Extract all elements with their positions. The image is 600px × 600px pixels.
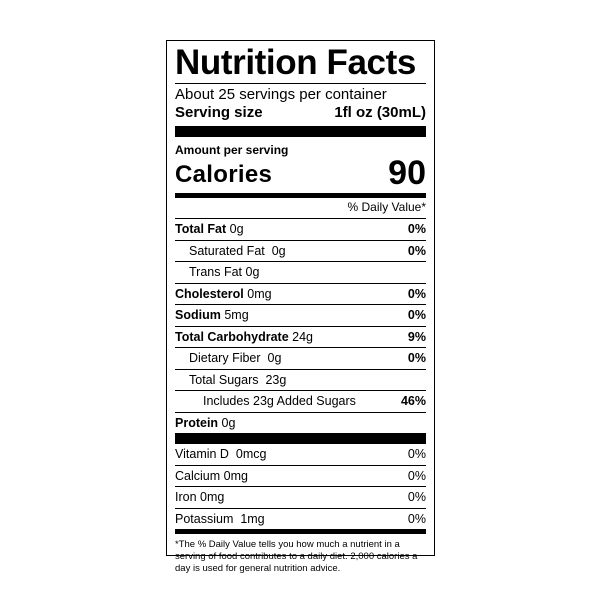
nutrient-row — [175, 283, 426, 305]
vitamin-name: Potassium — [175, 511, 234, 526]
vitamin-dv: 0% — [407, 468, 426, 483]
vitamin-name: Iron — [175, 490, 197, 505]
vitamin-row — [175, 444, 426, 465]
vitamin-dv: 0% — [407, 511, 426, 526]
vitamin-name: Vitamin D — [175, 447, 229, 462]
vitamin-row — [175, 486, 426, 508]
nutrient-row — [175, 261, 426, 283]
nutrient-amount: 24g — [292, 329, 314, 344]
nutrient-name: Sodium — [175, 308, 221, 323]
nutrient-row — [175, 218, 426, 240]
vitamin-row — [175, 508, 426, 530]
amount-per-serving: Amount per serving — [175, 143, 289, 157]
nutrient-name: Includes 23g Added Sugars — [203, 394, 356, 409]
nutrient-dv: 0% — [407, 351, 426, 366]
nutrient-name: Cholesterol — [175, 286, 244, 301]
nutrient-amount: 5mg — [224, 308, 249, 323]
thick-divider — [175, 433, 426, 444]
divider — [175, 83, 426, 84]
serving-size-label: Serving size — [175, 104, 263, 121]
nutrient-row — [175, 326, 426, 348]
vitamin-amount: 0mg — [200, 490, 225, 505]
nutrient-row — [175, 347, 426, 369]
vitamin-amount: 0mcg — [235, 447, 267, 462]
nutrient-amount: 0g — [267, 351, 282, 366]
vitamin-dv: 0% — [407, 447, 426, 462]
nutrient-dv: 0% — [407, 308, 426, 323]
nutrient-name: Total Fat — [175, 222, 227, 237]
footnote: *The % Daily Value tells you how much a nutrient in a serving of food contributes to a daily diet. 2,000 calories a day is used for general nutrition advice. — [175, 539, 418, 574]
nutrient-name: Total Carbohydrate — [175, 329, 289, 344]
nutrient-amount: 0mg — [247, 286, 272, 301]
medium-divider — [175, 529, 426, 534]
servings-per-container: About 25 servings per container — [175, 86, 387, 103]
nutrient-name: Trans Fat 0g — [189, 265, 260, 280]
calories-label: Calories — [175, 161, 273, 188]
nutrient-name: Dietary Fiber — [189, 351, 261, 366]
nutrient-dv: 0% — [407, 286, 426, 301]
vitamin-dv: 0% — [407, 490, 426, 505]
nutrient-dv: 0% — [407, 222, 426, 237]
serving-size-row — [175, 104, 426, 122]
medium-divider — [175, 193, 426, 198]
thick-divider — [175, 126, 426, 137]
vitamin-name: Calcium — [175, 468, 221, 483]
nutrient-dv: 46% — [400, 394, 426, 409]
nutrient-amount: 0g — [229, 222, 244, 237]
nutrient-dv: 9% — [407, 329, 426, 344]
nutrient-amount: 23g — [265, 372, 287, 387]
nutrient-dv: 0% — [407, 243, 426, 258]
nutrient-name: Total Sugars — [189, 372, 259, 387]
nutrient-amount: 0g — [221, 415, 236, 430]
nutrient-name: Saturated Fat — [189, 243, 265, 258]
nutrient-row — [175, 390, 426, 412]
nutrient-row — [175, 304, 426, 326]
label-title: Nutrition Facts — [175, 43, 416, 82]
vitamin-row — [175, 465, 426, 487]
nutrient-row — [175, 369, 426, 391]
nutrient-amount: 0g — [271, 243, 286, 258]
nutrient-row — [175, 240, 426, 262]
calories-value: 90 — [388, 154, 426, 192]
nutrient-row — [175, 412, 426, 434]
nutrition-facts-label — [166, 40, 435, 574]
nutrient-name: Protein — [175, 415, 219, 430]
vitamin-amount: 1mg — [240, 511, 265, 526]
vitamin-amount: 0mg — [223, 468, 248, 483]
daily-value-header: % Daily Value* — [347, 200, 426, 214]
serving-size-value: 1fl oz (30mL) — [334, 104, 426, 121]
calories-row — [175, 154, 426, 192]
